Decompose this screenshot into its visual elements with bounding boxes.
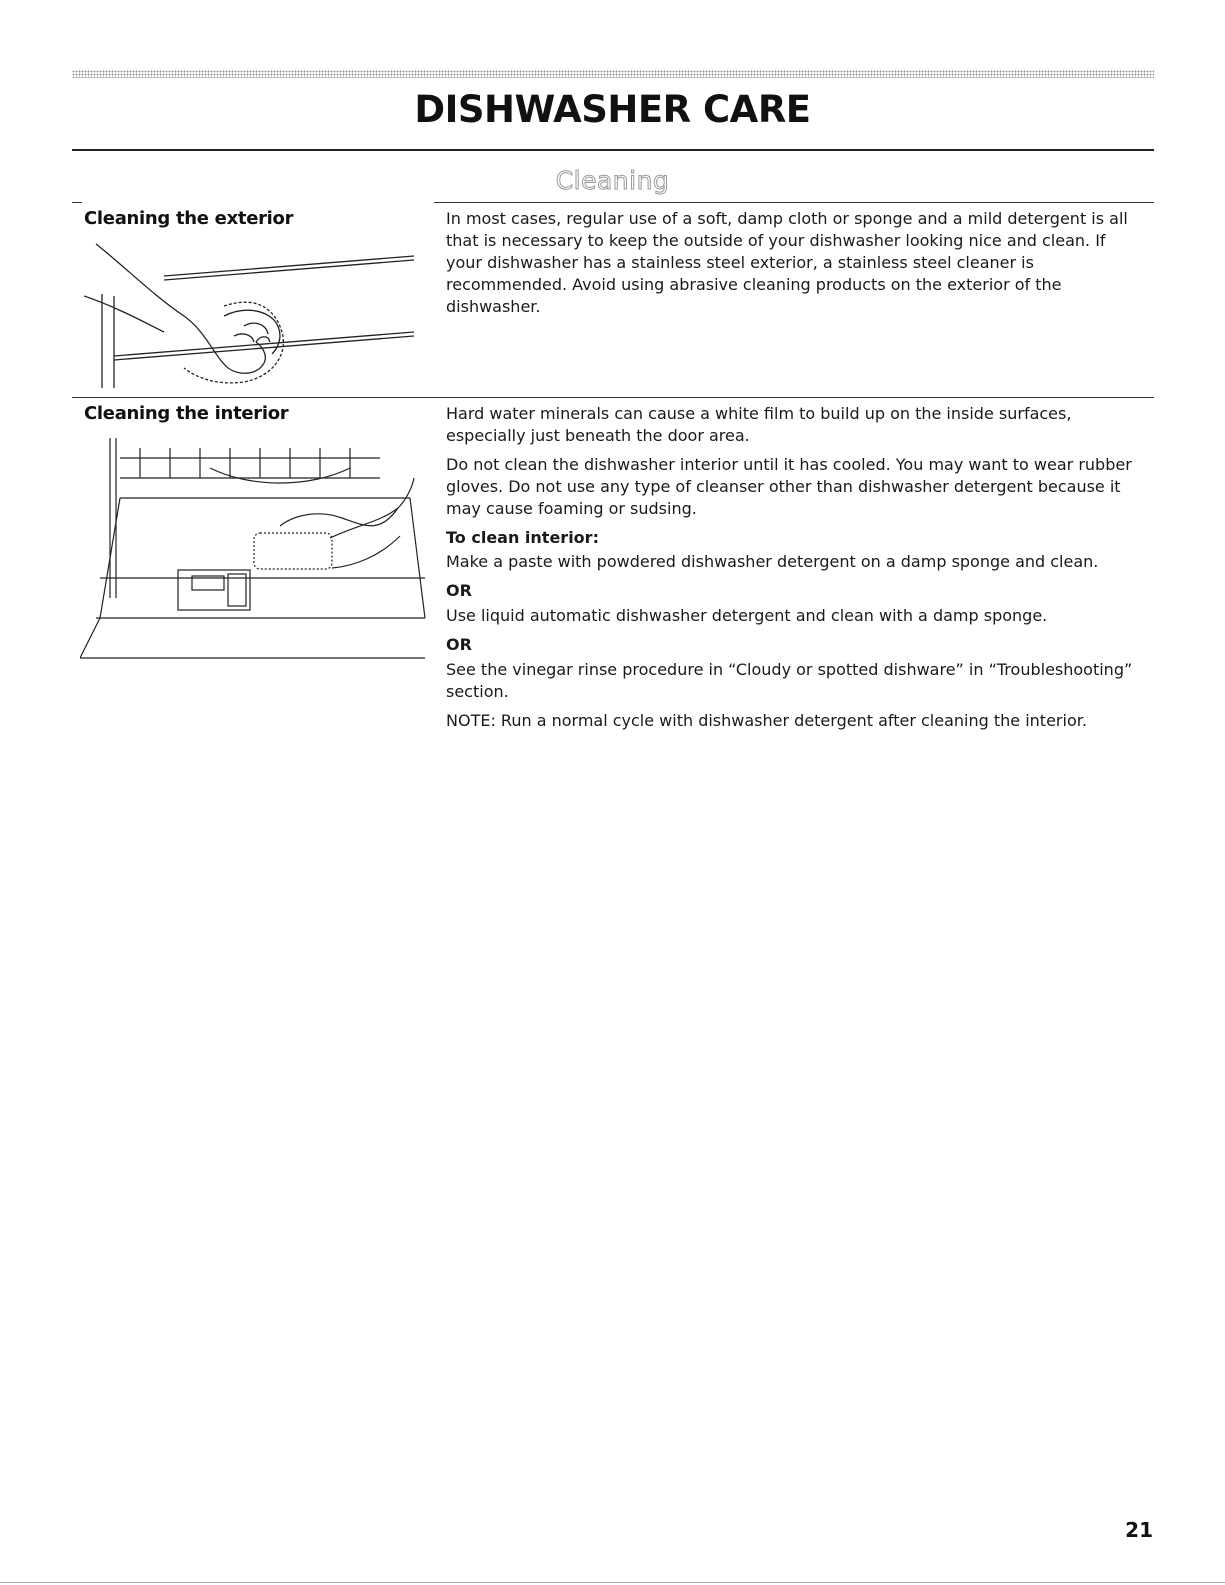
section-rule-left (72, 202, 82, 203)
section-rule-right (434, 202, 1154, 203)
section-title: Cleaning (555, 166, 670, 195)
interior-option-1: Make a paste with powdered dishwasher detergent on a damp sponge and clean. (446, 552, 1099, 571)
interior-text (446, 403, 1146, 739)
interior-note (446, 710, 1146, 732)
exterior-divider (72, 397, 1154, 398)
interior-subheading: To clean interior: (446, 528, 599, 547)
or-label-1: OR (446, 581, 472, 600)
interior-option-3: See the vinegar rinse procedure in “Cloudy or spotted dishware” in “Troubleshooting” section. (446, 660, 1133, 701)
interior-heading: Cleaning the interior (84, 403, 289, 424)
or-label-2: OR (446, 635, 472, 654)
title-rule (72, 149, 1154, 151)
page-number: 21 (1125, 1518, 1153, 1542)
interior-intro-2: Do not clean the dishwasher interior until it has cooled. You may want to wear rubber gloves. Do not use any type of cleanser other than dishwasher detergent because it may cause foaming or sudsing. (446, 455, 1132, 518)
exterior-paragraph: In most cases, regular use of a soft, damp cloth or sponge and a mild detergent is all that is necessary to keep the outside of your dishwasher looking nice and clean. If your dishwasher has a stainless steel exterior, a stainless steel cleaner is recommended. Avoid using abrasive cleaning products on the exterior of the dishwasher. (446, 209, 1128, 316)
note-text: Run a normal cycle with dishwasher detergent after cleaning the interior. (495, 711, 1087, 730)
dotted-top-border (72, 70, 1154, 78)
hand-sponge-interior-icon (80, 438, 426, 678)
hand-wiping-exterior-icon (84, 236, 424, 388)
note-label: NOTE: (446, 711, 496, 730)
interior-intro-1: Hard water minerals can cause a white film to build up on the inside surfaces, especially just beneath the door area. (446, 404, 1072, 445)
interior-option-2: Use liquid automatic dishwasher detergent and clean with a damp sponge. (446, 606, 1048, 625)
page-title: DISHWASHER CARE (414, 88, 811, 131)
exterior-text (446, 208, 1146, 325)
bottom-edge (0, 1582, 1225, 1583)
exterior-heading: Cleaning the exterior (84, 208, 294, 229)
